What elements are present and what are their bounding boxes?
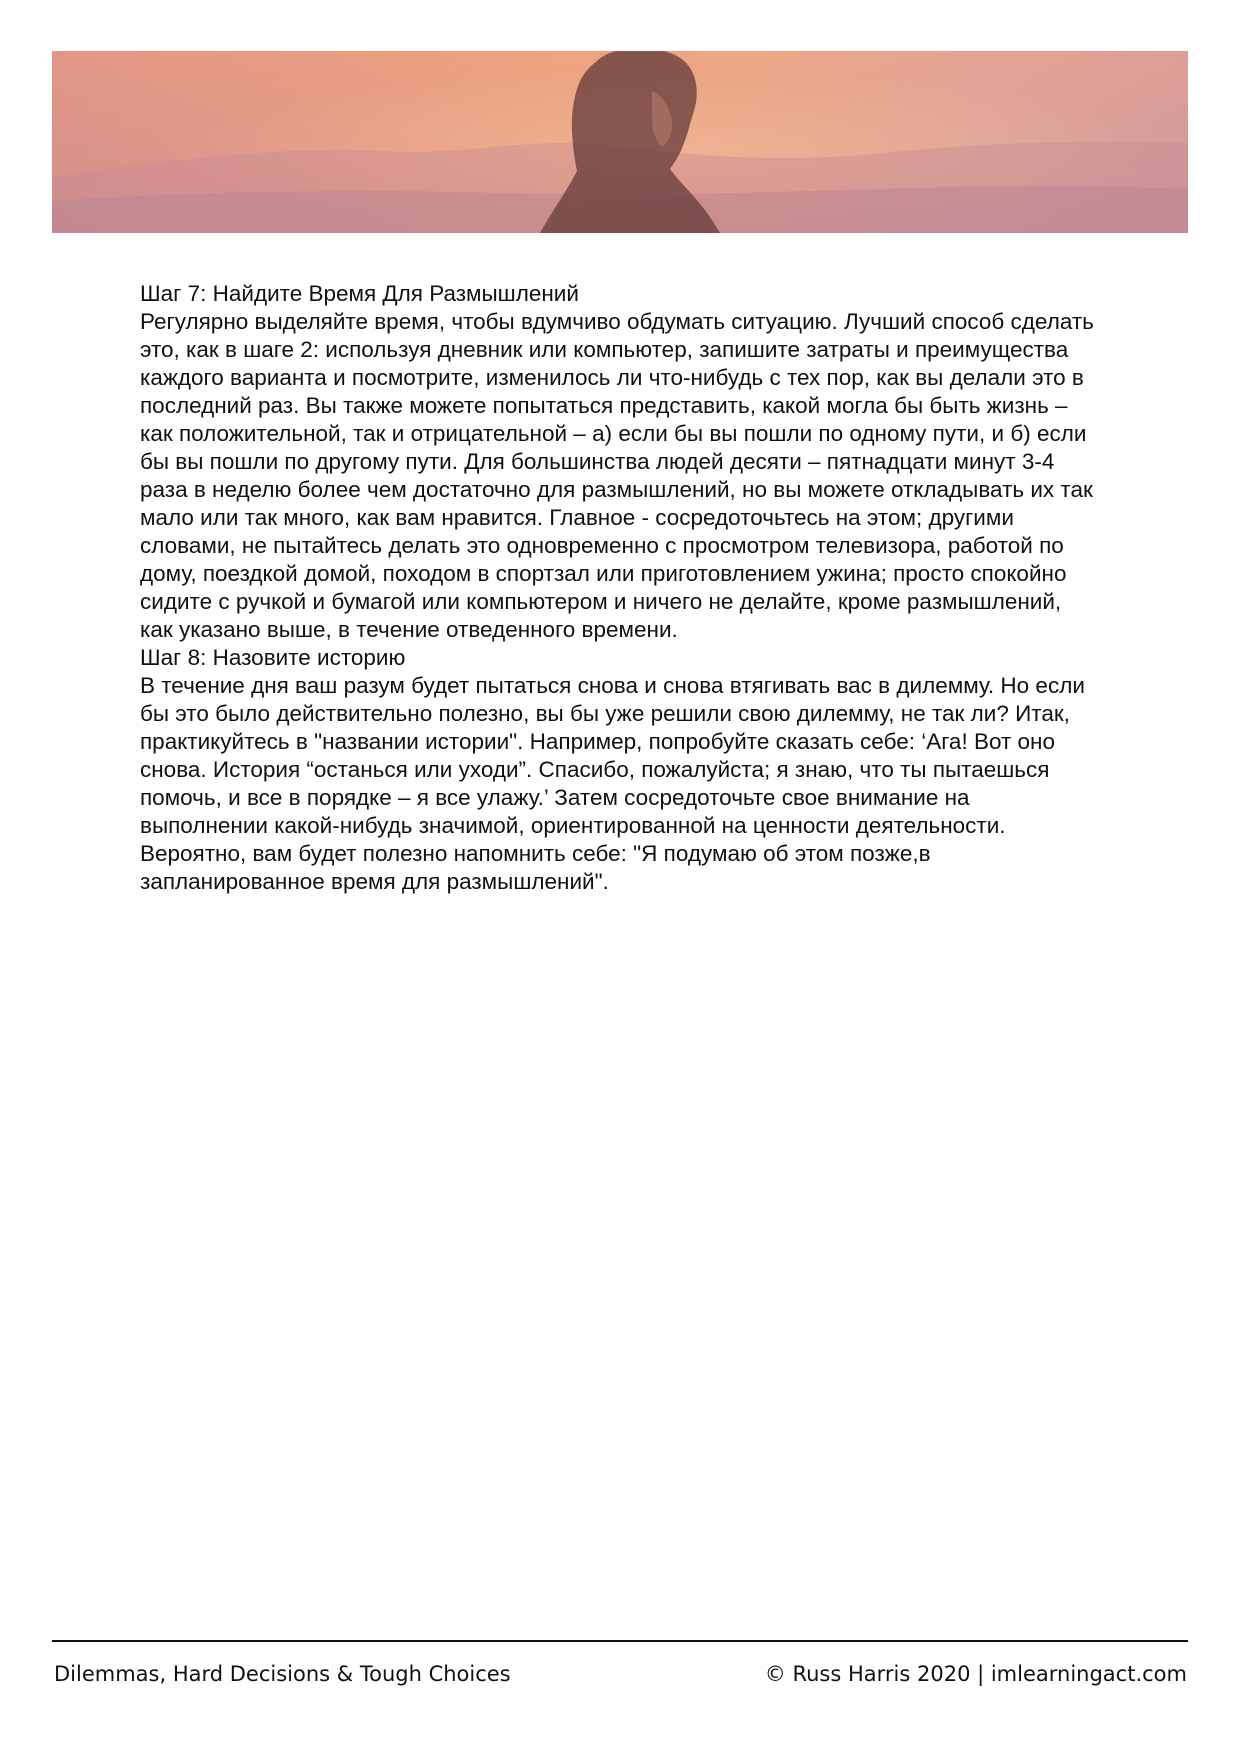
step7-title: Шаг 7: Найдите Время Для Размышлений xyxy=(140,281,579,306)
footer-document-title: Dilemmas, Hard Decisions & Tough Choices xyxy=(54,1662,511,1686)
footer-divider xyxy=(52,1640,1188,1642)
step7-body: Регулярно выделяйте время, чтобы вдумчиво обдумать ситуацию. Лучший способ сделать это, как в шаге 2: используя дневник или компьютер, запишите затраты и преимущества каждого варианта и посмотрите, изменилось ли что-нибудь с тех пор, как вы делали это в последний раз. Вы также можете попытаться представить, какой могла бы быть жизнь – как положительной, так и отрицательной – а) если бы вы пошли по одному пути, и б) если бы вы пошли по другому пути. Для большинства людей десяти – пятнадцати минут 3-4 раза в неделю более чем достаточно для размышлений, но вы можете откладывать их так мало или так много, как вам нравится. Главное - сосредоточьтесь на этом; другими словами, не пытайтесь делать это одновременно с просмотром телевизора, работой по дому, поездкой домой, походом в спортзал или приготовлением ужина; просто спокойно сидите с ручкой и бумагой или компьютером и ничего не делайте, кроме размышлений, как указано выше, в течение отведенного времени. xyxy=(140,309,1094,642)
step8-body: В течение дня ваш разум будет пытаться снова и снова втягивать вас в дилемму. Но если бы это было действительно полезно, вы бы уже решили свою дилемму, не так ли? Итак, практикуйтесь в "названии истории". Например, попробуйте сказать себе: ‘Ага! Вот оно снова. История “останься или уходи”. Спасибо, пожалуйста; я знаю, что ты пытаешься помочь, и все в порядке – я все улажу.’ Затем сосредоточьте свое внимание на выполнении какой-нибудь значимой, ориентированной на ценности деятельности. Вероятно, вам будет полезно напомнить себе: "Я подумаю об этом позже,в запланированное время для размышлений". xyxy=(140,673,1085,894)
woman-silhouette-image xyxy=(52,51,1188,233)
step8-title: Шаг 8: Назовите историю xyxy=(140,645,406,670)
header-banner-image xyxy=(52,51,1188,233)
footer-copyright: © Russ Harris 2020 | imlearningact.com xyxy=(764,1662,1187,1686)
page-content xyxy=(140,280,1100,896)
